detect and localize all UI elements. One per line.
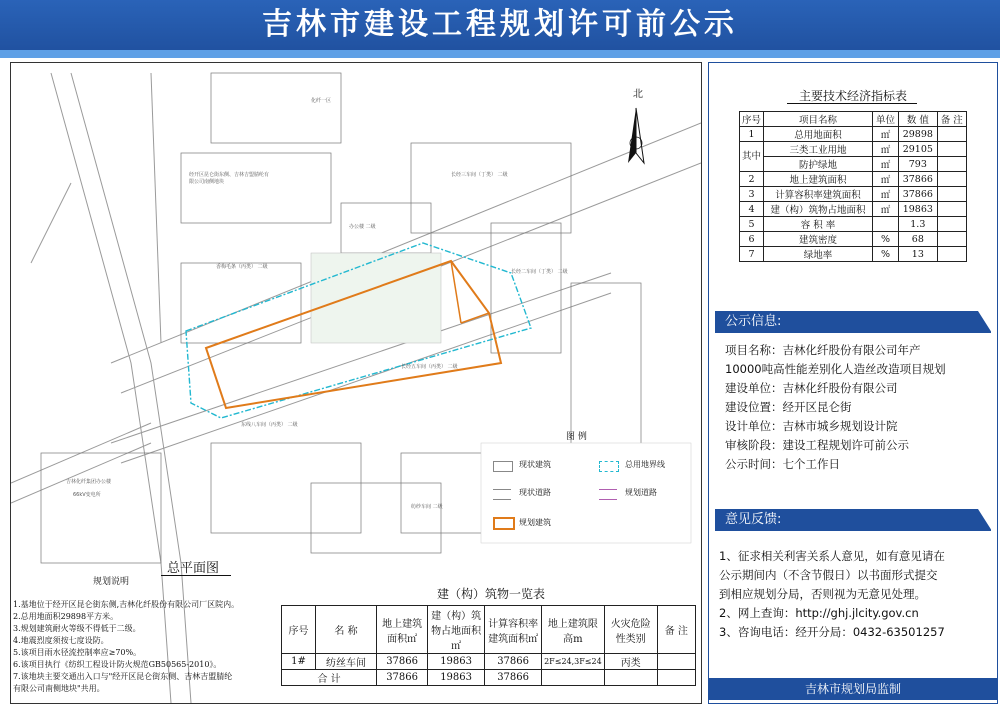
table-cell: 6 <box>740 232 764 247</box>
tech-table-title: 主要技术经济指标表 <box>798 89 907 103</box>
info-line: 建设位置：经开区昆仑街 <box>725 400 852 414</box>
table-cell: 37866 <box>899 172 937 187</box>
table-cell: % <box>872 247 898 262</box>
table-header: 项目名称 <box>764 112 873 127</box>
table-cell: ㎡ <box>872 172 898 187</box>
legend-label: 现状建筑 <box>519 460 551 469</box>
table-header: 数 值 <box>899 112 937 127</box>
feedback-line: 3、咨询电话：经开分局：0432-63501257 <box>719 625 945 639</box>
table-row <box>740 172 967 187</box>
table-cell: 1 <box>740 127 764 142</box>
feedback-line: 2、网上查询：http://ghj.jlcity.gov.cn <box>719 606 919 620</box>
map-label: 东线八车间（丙类） 二级 <box>241 422 298 428</box>
table-cell: 37866 <box>485 670 542 686</box>
north-arrow-icon <box>628 108 644 163</box>
table-row <box>740 217 967 232</box>
table-row <box>282 654 696 670</box>
table-cell: 其中 <box>740 142 764 172</box>
table-cell: 793 <box>899 157 937 172</box>
map-label: 66kV变电所 <box>73 492 101 498</box>
note-line: 2.总用地面积29898平方米。 <box>13 612 119 621</box>
table-cell: % <box>872 232 898 247</box>
table-cell: 三类工业用地 <box>764 142 873 157</box>
table-cell <box>872 217 898 232</box>
note-line: 4.地震烈度须按七度设防。 <box>13 636 109 645</box>
table-cell: 建（构）筑物占地面积 <box>764 202 873 217</box>
table-cell: ㎡ <box>872 157 898 172</box>
table-row <box>740 142 967 157</box>
info-line: 建设单位：吉林化纤股份有限公司 <box>725 381 898 395</box>
table-cell: 纺丝车间 <box>315 654 376 670</box>
table-cell: 19863 <box>428 654 485 670</box>
north-label: 北 <box>633 89 643 100</box>
table-cell: 1.3 <box>899 217 937 232</box>
table-cell: 总用地面积 <box>764 127 873 142</box>
table-header: 序号 <box>740 112 764 127</box>
table-cell: ㎡ <box>872 142 898 157</box>
map-label: 长经二车间（丁类） 二级 <box>511 269 568 275</box>
info-line: 设计单位：吉林市城乡规划设计院 <box>725 419 898 433</box>
note-line: 5.该项目雨水径流控制率应≥70%。 <box>13 648 142 657</box>
table-row <box>740 127 967 142</box>
table-cell: 丙类 <box>604 654 657 670</box>
map-label: 化纤一区 <box>311 98 332 104</box>
table-cell: 防护绿地 <box>764 157 873 172</box>
note-line: 3.规划建筑耐火等级不得低于二级。 <box>13 624 141 633</box>
map-label: 办公楼 二级 <box>349 224 376 230</box>
legend-label: 规划道路 <box>625 488 657 497</box>
legend-swatch-site-boundary <box>599 461 619 472</box>
legend-label: 总用地界线 <box>625 460 665 469</box>
info-line: 项目名称：吉林化纤股份有限公司年产 <box>725 343 921 357</box>
tech-table <box>739 111 967 262</box>
table-cell: 建筑密度 <box>764 232 873 247</box>
table-cell: 1# <box>282 654 316 670</box>
footer-bar: 吉林市规划局监制 <box>708 678 998 700</box>
legend-swatch-planned-building <box>493 517 515 530</box>
info-line: 10000吨高性能差别化人造丝改造项目规划 <box>725 362 946 376</box>
green-area <box>311 253 441 343</box>
legend-swatch-planned-road <box>599 489 617 500</box>
notes-title: 规划说明 <box>93 577 130 587</box>
table-cell: 19863 <box>428 670 485 686</box>
table-cell: 2F≤24,3F≤24 <box>542 654 605 670</box>
note-line: 有限公司南侧地块"共用。 <box>13 684 105 693</box>
feedback-line: 公示期间内（不含节假日）以书面形式提交 <box>719 568 938 582</box>
map-label: 经开区昆仑街东侧、吉林吉盟腈纶有限公司南侧地块 <box>189 172 270 185</box>
legend-swatch-existing-building <box>493 461 513 472</box>
table-cell: 4 <box>740 202 764 217</box>
table-cell: 计算容积率建筑面积 <box>764 187 873 202</box>
table-header: 火灾危险性类别 <box>604 606 657 654</box>
table-cell: 绿地率 <box>764 247 873 262</box>
table-cell: 29105 <box>899 142 937 157</box>
table-row <box>740 202 967 217</box>
info-section-header: 公示信息: <box>715 311 991 333</box>
map-label: 吉林化纤集团办公楼 <box>66 479 112 485</box>
table-cell: 地上建筑面积 <box>764 172 873 187</box>
info-line: 公示时间：七个工作日 <box>725 457 840 471</box>
table-row <box>740 247 967 262</box>
info-panel <box>708 62 998 704</box>
table-header: 地上建筑面积㎡ <box>377 606 428 654</box>
table-cell: 3 <box>740 187 764 202</box>
table-header: 备 注 <box>937 112 966 127</box>
table-row <box>740 232 967 247</box>
table-cell: 容 积 率 <box>764 217 873 232</box>
building-table <box>281 605 696 686</box>
note-line: 6.该项目执行《纺织工程设计防火规范GB50565-2010》。 <box>13 660 222 669</box>
feedback-line: 1、征求相关利害关系人意见，如有意见请在 <box>719 549 945 563</box>
table-cell: 68 <box>899 232 937 247</box>
table-cell: ㎡ <box>872 202 898 217</box>
plan-title-underline <box>161 575 231 576</box>
note-line: 7.该地块主要交通出入口与"经开区昆仑街东侧、吉林吉盟腈纶 <box>13 672 233 681</box>
table-cell: 7 <box>740 247 764 262</box>
legend-label: 规划建筑 <box>519 518 551 527</box>
table-header: 单位 <box>872 112 898 127</box>
table-row <box>740 157 967 172</box>
plan-title: 总平面图 <box>167 561 220 576</box>
table-cell: ㎡ <box>872 187 898 202</box>
map-label: 香梅毛条（丙类） 二级 <box>216 264 268 270</box>
table-cell: 13 <box>899 247 937 262</box>
table-header: 建（构）筑物占地面积㎡ <box>428 606 485 654</box>
table-cell: 合 计 <box>282 670 377 686</box>
table-cell: 5 <box>740 217 764 232</box>
site-plan-panel <box>10 62 702 704</box>
table-cell <box>657 654 695 670</box>
legend-title: 图 例 <box>566 432 587 442</box>
map-label: 长经五车间（丙类） 二级 <box>401 364 458 370</box>
table-header: 序号 <box>282 606 316 654</box>
legend-label: 现状道路 <box>519 488 551 497</box>
table-header: 备 注 <box>657 606 695 654</box>
table-cell: 37866 <box>899 187 937 202</box>
table-cell: 19863 <box>899 202 937 217</box>
table-cell: 2 <box>740 172 764 187</box>
table-header: 计算容积率建筑面积㎡ <box>485 606 542 654</box>
note-line: 1.基地位于经开区昆仑街东侧,吉林化纤股份有限公司厂区院内。 <box>13 600 240 609</box>
map-label: 长经三车间（丁类） 二级 <box>451 172 508 178</box>
building-table-title: 建（构）筑物一览表 <box>436 587 545 601</box>
table-header: 名 称 <box>315 606 376 654</box>
table-total-row <box>282 670 696 686</box>
legend-swatch-existing-road <box>493 489 511 500</box>
feedback-line: 到相应规划分局，否则视为无意见处理。 <box>719 587 926 601</box>
table-header: 地上建筑限高m <box>542 606 605 654</box>
page-title: 吉林市建设工程规划许可前公示 <box>262 7 738 42</box>
table-cell: 29898 <box>899 127 937 142</box>
feedback-section-header: 意见反馈: <box>715 509 991 531</box>
table-cell: 37866 <box>485 654 542 670</box>
table-cell: ㎡ <box>872 127 898 142</box>
header-strip <box>0 50 1000 58</box>
map-label: 纺纱车间 二级 <box>411 504 443 510</box>
table-cell: 37866 <box>377 654 428 670</box>
table-row <box>740 187 967 202</box>
info-line: 审核阶段：建设工程规划许可前公示 <box>725 438 909 452</box>
table-cell: 37866 <box>377 670 428 686</box>
